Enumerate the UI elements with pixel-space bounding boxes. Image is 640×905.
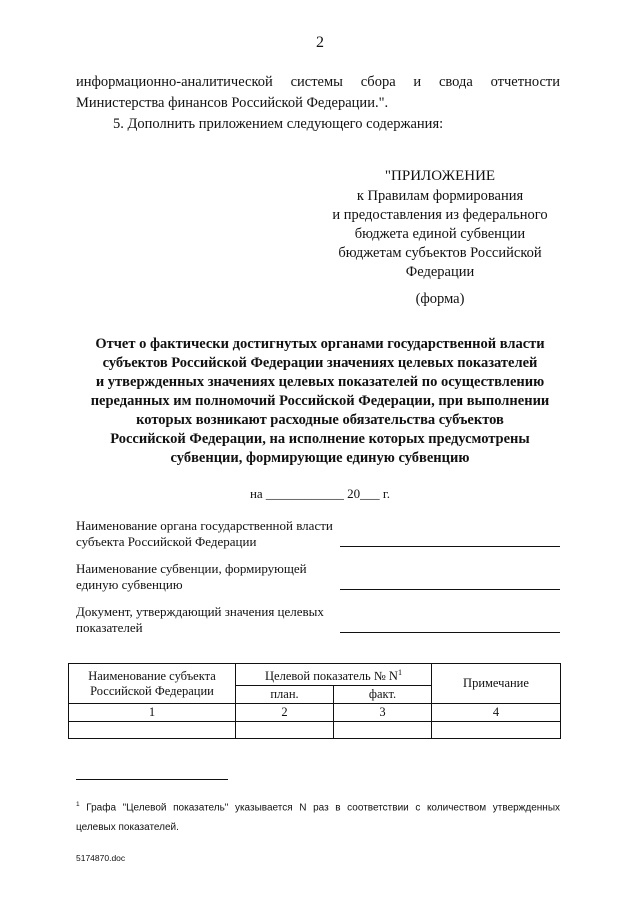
report-title-line-1: Отчет о фактически достигнутых органами государственной власти bbox=[95, 336, 545, 352]
col-header-indicator: Целевой показатель № $N^1$ bbox=[236, 664, 432, 686]
footnote-separator bbox=[76, 779, 228, 780]
sub-header-plan: план. bbox=[236, 686, 334, 704]
form-label: (форма) bbox=[415, 291, 465, 307]
col-number-1: 1 bbox=[69, 704, 236, 722]
report-title-line-2: субъектов Российской Федерации значениях целевых показателей bbox=[102, 355, 538, 371]
table-cell-empty-4[interactable] bbox=[432, 722, 561, 739]
field-authority-line[interactable] bbox=[340, 546, 560, 547]
document-id: 5174870.doc bbox=[76, 853, 126, 863]
col-header-note: Примечание bbox=[432, 664, 561, 704]
report-title-line-6: Российской Федерации, на исполнение которых предусмотрены bbox=[110, 431, 530, 447]
appendix-line-2: и предоставления из федерального bbox=[332, 207, 548, 223]
item-5: 5. Дополнить приложением следующего содержания: bbox=[113, 116, 444, 132]
appendix-line-3: бюджета единой субвенции bbox=[354, 226, 526, 242]
report-title-line-5: которых возникают расходные обязательства субъектов bbox=[136, 412, 504, 428]
field-document-label: Документ, утверждающий значения целевых показателей bbox=[76, 604, 324, 635]
page-number: 2 bbox=[316, 34, 324, 51]
field-subvention-label: Наименование субвенции, формирующей единую субвенцию bbox=[76, 561, 307, 592]
field-authority-label: Наименование органа государственной власти субъекта Российской Федерации bbox=[76, 518, 333, 549]
intro-line-1: информационно-аналитической системы сбора и свода отчетности bbox=[76, 74, 560, 90]
table-cell-empty-2[interactable] bbox=[236, 722, 334, 739]
footnote bbox=[76, 795, 560, 838]
report-date-line: на ____________ 20___ г. bbox=[249, 486, 391, 501]
appendix-line-5: Федерации bbox=[405, 264, 475, 280]
report-table bbox=[68, 663, 561, 739]
appendix-line-1: к Правилам формирования bbox=[356, 188, 524, 204]
table-cell-empty-3[interactable] bbox=[334, 722, 432, 739]
appendix-line-4: бюджетам субъектов Российской bbox=[338, 245, 542, 261]
field-document-line[interactable] bbox=[340, 632, 560, 633]
col-number-3: 3 bbox=[334, 704, 432, 722]
col-header-subject: Наименование субъекта Российской Федерации bbox=[69, 664, 236, 704]
report-title-line-7: субвенции, формирующие единую субвенцию bbox=[170, 450, 470, 466]
appendix-heading: "ПРИЛОЖЕНИЕ bbox=[384, 168, 496, 184]
col-number-4: 4 bbox=[432, 704, 561, 722]
field-subvention-line[interactable] bbox=[340, 589, 560, 590]
report-title-line-4: переданных им полномочий Российской Федерации, при выполнении bbox=[90, 393, 550, 409]
footnote-text: Графа "Целевой показатель" указывается N раз в соответствии с количеством утвержденных целевых показателей. bbox=[76, 802, 561, 834]
sub-header-fact: факт. bbox=[334, 686, 432, 704]
table-cell-empty-1[interactable] bbox=[69, 722, 236, 739]
footnote-mark: 1 bbox=[76, 801, 80, 808]
col-number-2: 2 bbox=[236, 704, 334, 722]
report-title-line-3: и утвержденных значениях целевых показателей по осуществлению bbox=[95, 374, 545, 390]
intro-line-2: Министерства финансов Российской Федерации.". bbox=[76, 95, 389, 111]
